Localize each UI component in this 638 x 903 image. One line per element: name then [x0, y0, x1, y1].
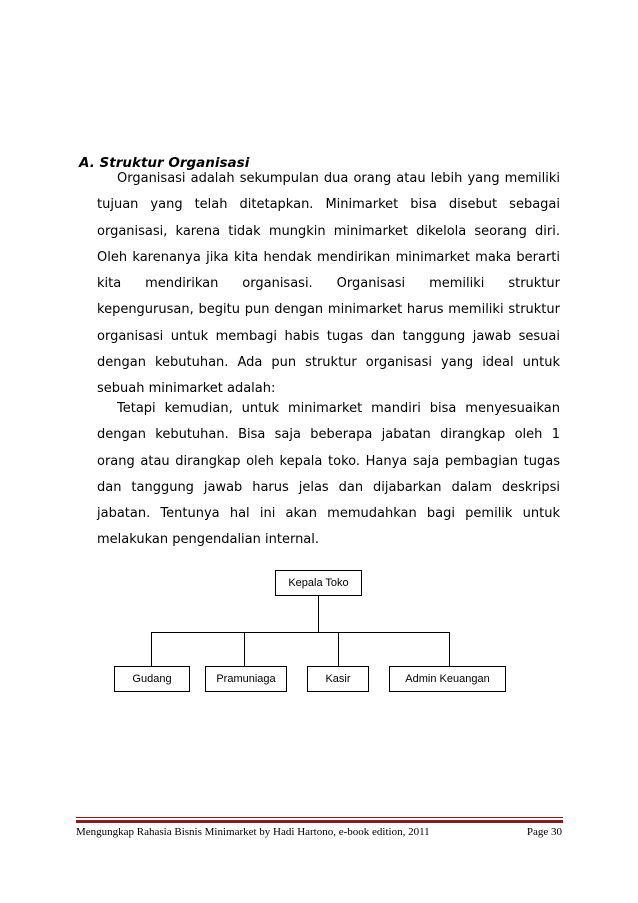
footer-page-number: Page 30 [526, 826, 562, 838]
org-connector-kasir [338, 632, 339, 666]
org-box-pramuniaga: Pramuniaga [205, 666, 287, 692]
paragraph-definition: Organisasi adalah sekumpulan dua orang atau lebih yang memiliki tujuan yang telah ditetapkan. Minimarket bisa disebut sebagai organisasi, karena tidak mungkin minimarket dikelola seorang diri. Oleh karenanya jika kita hendak mendirikan minimarket maka berarti kita mendirikan organisasi. Organisasi memiliki struktur kepengurusan, begitu pun dengan minimarket harus memiliki struktur organisasi untuk membagi habis tugas dan tanggung jawab sesuai dengan kebutuhan. Ada pun struktur organisasi yang ideal untuk sebuah minimarket adalah: [97, 171, 560, 397]
org-box-admin-keuangan: Admin Keuangan [389, 666, 506, 692]
org-connector-horizontal [151, 632, 450, 633]
org-connector-pramuniaga [244, 632, 245, 666]
org-box-kasir: Kasir [307, 666, 369, 692]
paragraph-adjustment: Tetapi kemudian, untuk minimarket mandiri bisa menyesuaikan dengan kebutuhan. Bisa saja beberapa jabatan dirangkap oleh 1 orang atau dirangkap oleh kepala toko. Hanya saja pembagian tugas dan tanggung jawab harus jelas dan dijabarkan dalam deskripsi jabatan. Tentunya hal ini akan memudahkan bagi pemilik untuk melakukan pengendalian internal. [97, 401, 560, 548]
footer-title: Mengungkap Rahasia Bisnis Minimarket by Hadi Hartono, e-book edition, 2011 [76, 826, 430, 838]
org-box-kepala-toko: Kepala Toko [275, 570, 362, 596]
org-connector-gudang [151, 632, 152, 666]
footer-rule-thick [76, 820, 563, 823]
org-connector-trunk [318, 596, 319, 632]
org-box-gudang: Gudang [114, 666, 190, 692]
org-connector-admin [449, 632, 450, 666]
footer-rule-thin [76, 817, 563, 818]
section-heading: A. Struktur Organisasi [79, 155, 250, 171]
